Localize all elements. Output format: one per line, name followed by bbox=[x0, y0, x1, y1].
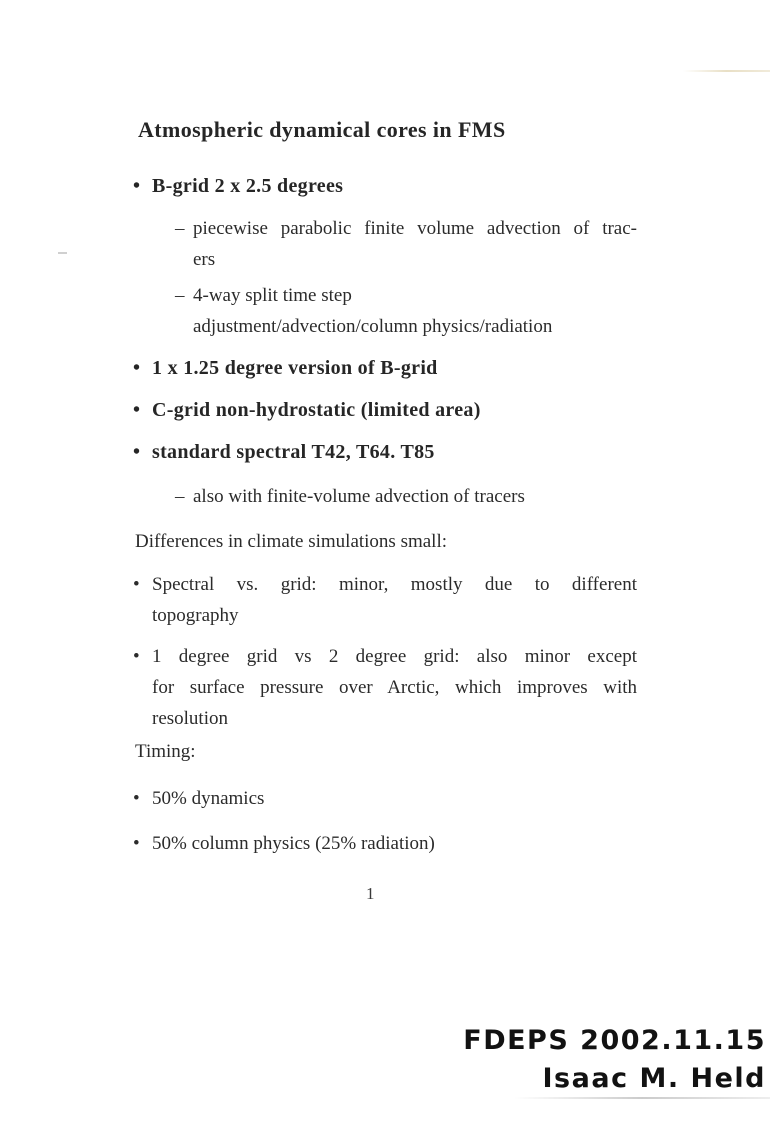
paragraph-text-differences: Differences in climate simulations small: bbox=[135, 531, 448, 552]
text-line: Spectral vs. grid: minor, mostly due to different bbox=[152, 574, 637, 595]
bullet-item-1x125 bbox=[133, 354, 637, 382]
slide-title: Atmospheric dynamical cores in FMS bbox=[138, 117, 506, 142]
handwritten-note-date: FDEPS 2002.11.15 bbox=[463, 1025, 766, 1056]
text-line: for surface pressure over Arctic, which improves with bbox=[152, 677, 637, 698]
bullet-icon: • bbox=[133, 574, 140, 595]
bullet-icon: • bbox=[133, 399, 141, 421]
text-line: resolution bbox=[152, 708, 228, 729]
slide-content bbox=[133, 0, 637, 859]
bullet-icon: • bbox=[133, 833, 140, 854]
paragraph-text-timing: Timing: bbox=[135, 741, 196, 762]
bullet-item-bgrid bbox=[133, 172, 637, 200]
sub-item-also-fv bbox=[133, 481, 637, 512]
bullet-icon: • bbox=[133, 441, 141, 463]
bullet-icon: • bbox=[133, 175, 141, 197]
sub-item-split-timestep bbox=[133, 280, 637, 342]
bullet-text-spectral-vs-grid bbox=[152, 569, 637, 631]
handwritten-note bbox=[463, 1022, 766, 1098]
bullet-item-cgrid bbox=[133, 396, 637, 424]
paragraph-timing bbox=[133, 736, 637, 767]
text-line: piecewise parabolic finite volume advection of trac- bbox=[193, 218, 637, 239]
bullet-text-spectral: standard spectral T42, T64. T85 bbox=[152, 441, 435, 463]
text-line: topography bbox=[152, 605, 239, 626]
page-number: 1 bbox=[366, 884, 375, 903]
bullet-item-dynamics bbox=[133, 783, 637, 814]
handwritten-note-author: Isaac M. Held bbox=[542, 1063, 766, 1094]
sub-item-text-piecewise bbox=[193, 213, 637, 275]
text-line: ers bbox=[193, 249, 216, 270]
bullet-text-bgrid: B-grid 2 x 2.5 degrees bbox=[152, 175, 344, 197]
bullet-item-column-physics bbox=[133, 828, 637, 859]
bullet-icon: • bbox=[133, 788, 140, 809]
bullet-item-1deg-vs-2deg bbox=[133, 641, 637, 734]
sub-item-text-split-timestep bbox=[193, 280, 637, 342]
dash-icon: – bbox=[175, 285, 185, 306]
text-line: 1 degree grid vs 2 degree grid: also minor except bbox=[152, 646, 637, 667]
sub-item-text-also-fv: also with finite-volume advection of tracers bbox=[193, 486, 525, 507]
bullet-item-spectral-vs-grid bbox=[133, 569, 637, 631]
bullet-text-1deg-vs-2deg bbox=[152, 641, 637, 734]
paragraph-differences bbox=[133, 526, 637, 557]
bullet-text-cgrid: C-grid non-hydrostatic (limited area) bbox=[152, 399, 481, 421]
text-line: 4-way split time step bbox=[193, 285, 352, 306]
bullet-text-1x125: 1 x 1.25 degree version of B-grid bbox=[152, 357, 438, 379]
scan-artifact-dash bbox=[58, 252, 67, 254]
sub-item-piecewise bbox=[133, 213, 637, 275]
bullet-text-column-physics: 50% column physics (25% radiation) bbox=[152, 833, 435, 854]
scan-artifact-line-top bbox=[683, 70, 770, 72]
text-line: adjustment/advection/column physics/radiation bbox=[193, 316, 553, 337]
bullet-icon: • bbox=[133, 646, 140, 667]
bullet-item-spectral bbox=[133, 438, 637, 466]
dash-icon: – bbox=[175, 486, 185, 507]
bullet-text-dynamics: 50% dynamics bbox=[152, 788, 265, 809]
dash-icon: – bbox=[175, 218, 185, 239]
bullet-icon: • bbox=[133, 357, 141, 379]
